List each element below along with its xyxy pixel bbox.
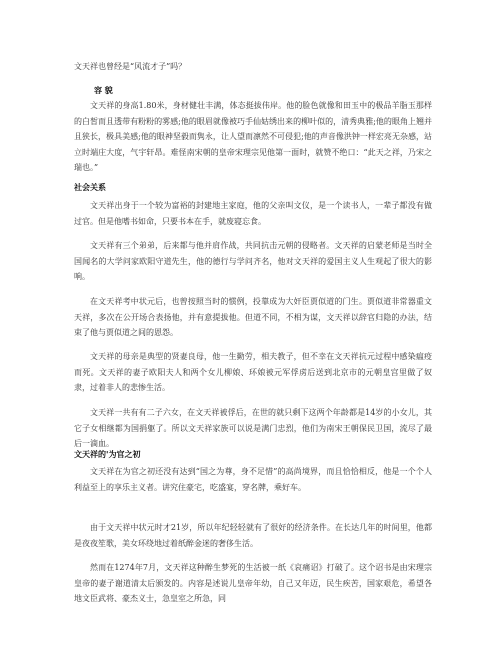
section-heading-appearance: 容 貌 [94, 85, 113, 95]
paragraph: 然而在1274年7月，文天祥这种醉生梦死的生活被一纸《哀痛诏》打破了。这个诏书是由宋理宗皇帝的妻子谢道清太后颁发的。内容是述说儿皇帝年幼，自己又年迈，民生疾苦，国家艰危，希望各地文臣武将、豪杰义士，急皇室之所急，同 [74, 563, 432, 603]
paragraph: 在文天祥考中状元后，也曾按照当时的惯例，投靠成为大奸臣贾似道的门生。贾似道非常器重文天祥，多次在公开场合表扬他，并有意提拔他。但道不同，不相为谋，文天祥以辞官归隐的办法，结束了他与贾似道之间的恩怨。 [74, 297, 432, 337]
paragraph: 文天祥一共有有二子六女，在文天祥被俘后，在世的就只剩下这两个年龄都是14岁的小女儿，其它子女相继都为国捐躯了。所以文天祥家族可以说是满门忠烈，他们为南宋王朝保民卫国，流尽了最后一滴血。 [74, 408, 432, 448]
intro-question: 文天祥也曾经是“风流才子”吗？ [74, 62, 187, 71]
paragraph: 文天祥的身高1.80米，身材健壮丰满，体态挺拔伟岸。他的脸色就像和田玉中的极品羊脂玉那样的白皙而且透带有粉粉的雾感;他的眼眉就像被巧手仙姑绣出来的柳叶似的，清秀典雅;他的眼角上翘并且狭长，极具美感;他的眼神坚毅而隽永，让人望而凛然不可侵犯;他的声音像洪钟一样宏亮无杂感，站立时端庄大度，气宇轩昂。难怪南宋朝的皇帝宋理宗见他第一面时，就赞不绝口：“此天之祥，乃宋之瑞也。” [74, 101, 432, 172]
paragraph: 文天祥出身于一个较为富裕的封建地主家庭，他的父亲叫文仪，是一个读书人，一辈子都没有做过官。但是他嗜书如命，只要书本在手，就废寝忘食。 [74, 201, 432, 226]
section-heading-early-career: 文天祥的'为官之初 [74, 449, 141, 459]
paragraph: 文天祥在为官之初还没有达到“国之为尊，身不足惜”的高尚境界，而且恰恰相反，他是一个个人利益至上的享乐主义者。讲究住豪宅，吃盛宴，穿名牌，乘好车。 [74, 467, 432, 492]
paragraph: 文天祥的母亲是典型的贤妻良母，他一生勤劳，相夫教子，但不幸在文天祥抗元过程中感染瘟疫而死。文天祥的妻子欧阳夫人和两个女儿柳娘、环娘被元军俘虏后送到北京市的元朝皇宫里做了奴隶，过着非人的悲惨生活。 [74, 352, 432, 392]
section-heading-social-relations: 社会关系 [74, 182, 106, 192]
paragraph: 由于文天祥中状元时才21岁，所以年纪轻轻就有了很好的经济条件。在长达几年的时间里，他都是夜夜笙歌，美女环绕地过着纸醉金迷的奢侈生活。 [74, 523, 432, 548]
paragraph: 文天祥有三个弟弟，后来都与他并肩作战，共同抗击元朝的侵略者。文天祥的启蒙老师是当时全国闻名的大学问家欧阳守道先生，他的德行与学问齐名，他对文天祥的爱国主义人生观起了很大的影响。 [74, 241, 432, 281]
